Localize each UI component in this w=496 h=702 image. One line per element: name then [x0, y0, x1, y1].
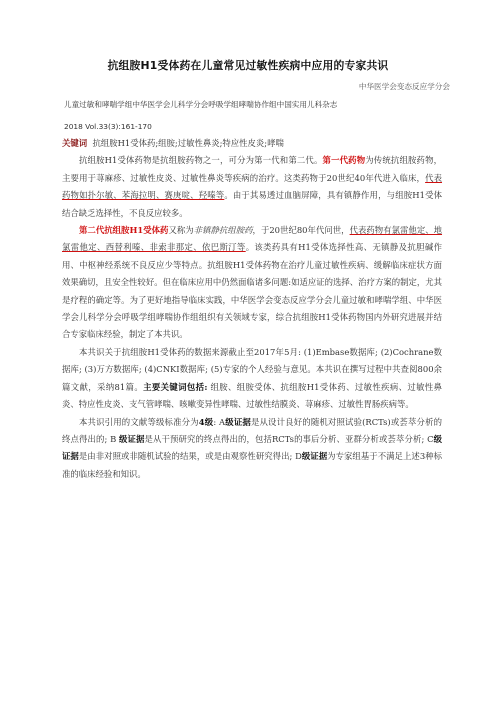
- document-body: [62, 135, 442, 483]
- p4-grade-b: 级证据: [119, 433, 145, 444]
- keywords-label: 关键词: [62, 138, 88, 148]
- p4-text-d: 是从干预研究的终点得出的，包括RCTs的事后分析、亚群分析或荟萃分析; C: [144, 433, 434, 444]
- organization-line: 中华医学会变态反应学分会: [358, 82, 450, 91]
- paragraph-2: [62, 222, 442, 344]
- p4-text-f: 为专家组基于不满足上述3种标准的临床经验和知识。: [62, 451, 443, 479]
- p4-text-a: 本共识引用的文献等级标准分为: [79, 416, 199, 427]
- p4-level-count: 4级: [198, 416, 214, 427]
- authors-line: 儿童过敏和哮喘学组中华医学会儿科学分会呼吸学组哮喘协作组中国实用儿科杂志: [64, 100, 338, 109]
- p4-grade-d: 级证据: [301, 451, 328, 462]
- p4-grade-a: 级证据: [225, 416, 251, 427]
- citation-line: 2018 Vol.33(3):161-170: [64, 122, 152, 131]
- p4-text-e: 是由非对照或非随机试验的结果，或是由观察性研究得出; D: [78, 451, 302, 462]
- p2-highlight-second-gen: 第二代抗组胺H1受体药: [79, 225, 169, 236]
- p3-bold-keywords: 主要关键词包括:: [143, 381, 208, 392]
- p2-underlined-drugs: 代表药物有氯雷他定、地氯雷他定、西替利嗪、非索非那定、依巴斯汀等: [62, 225, 443, 253]
- p1-text-c: 。由于其易透过血脑屏障，具有镇静作用，与组胺H1受体结合缺乏选择性，不良反应较多。: [62, 190, 442, 218]
- p4-text-b: : A: [213, 416, 226, 427]
- p4-grade-c: 级证据: [62, 433, 443, 462]
- p2-text-c: 。该类药具有H1受体选择性高、无镇静及抗胆碱作用、中枢神经系统不良反应少等特点。抗组胺H1受体药物在治疗儿童过敏性疾病、缓解临床症状方面效果确切，且安全性较好。但在临床应用中仍然面临诸多问题:如适应证的选择、治疗方案的制定，尤其是疗程的确定等。为了更好地指导临床实践，中华医学会变态反应学分会儿童过敏和哮喘学组、中华医学会儿科学分会呼吸学组哮喘协作组组织有关领域专家，综合抗组胺H1受体药物国内外研究进展并结合专家临床经验，制定了本共识。: [62, 242, 442, 340]
- p1-underlined-drugs: 代表药物如扑尔敏、苯海拉明、赛庚啶、羟嗪等: [62, 172, 443, 201]
- paragraph-1: [62, 152, 442, 222]
- p3-text-b: 组胺、组胺受体、抗组胺H1受体药、过敏性疾病、过敏性鼻炎、特应性皮炎、支气管哮喘、咳嗽变异性哮喘、过敏性结膜炎、荨麻疹、过敏性胃肠疾病等。: [62, 381, 442, 410]
- p1-text-b: 为传统抗组胺药物，主要用于荨麻疹、过敏性皮炎、过敏性鼻炎等疾病的治疗。这类药物于20世纪40年代进入临床，: [62, 155, 443, 183]
- p2-italic-term: 非镇静抗组胺药: [193, 225, 253, 236]
- document-title: 抗组胺H1受体药在儿童常见过敏性疾病中应用的专家共识: [107, 59, 389, 72]
- p1-highlight-first-gen: 第一代药物: [322, 155, 366, 166]
- p2-text-a: 又称为: [168, 225, 194, 236]
- keywords-paragraph: [62, 135, 442, 152]
- p1-text-a: 抗组胺H1受体药物是抗组胺药物之一，可分为第一代和第二代。: [79, 155, 323, 166]
- p3-text-a: 本共识关于抗组胺H1受体药的数据来源截止至2017年5月: (1)Embase数据库; (2)Cochrane数据库; (3)万方数据库; (4)CNKI数据库; (5)专家的个人经验与意见。本共识在撰写过程中共查阅800余篇文献，采纳81篇。: [62, 346, 442, 392]
- paragraph-3: [62, 344, 442, 414]
- paragraph-4: [62, 414, 442, 484]
- p2-text-b: ，于20世纪80年代问世，: [252, 225, 350, 236]
- p4-text-c: 是从设计良好的随机对照试验(RCTs)或荟萃分析的终点得出的; B: [62, 416, 443, 444]
- keywords-text: 抗组胺H1受体药;组胺;过敏性鼻炎;特应性皮炎;哮喘: [92, 138, 284, 148]
